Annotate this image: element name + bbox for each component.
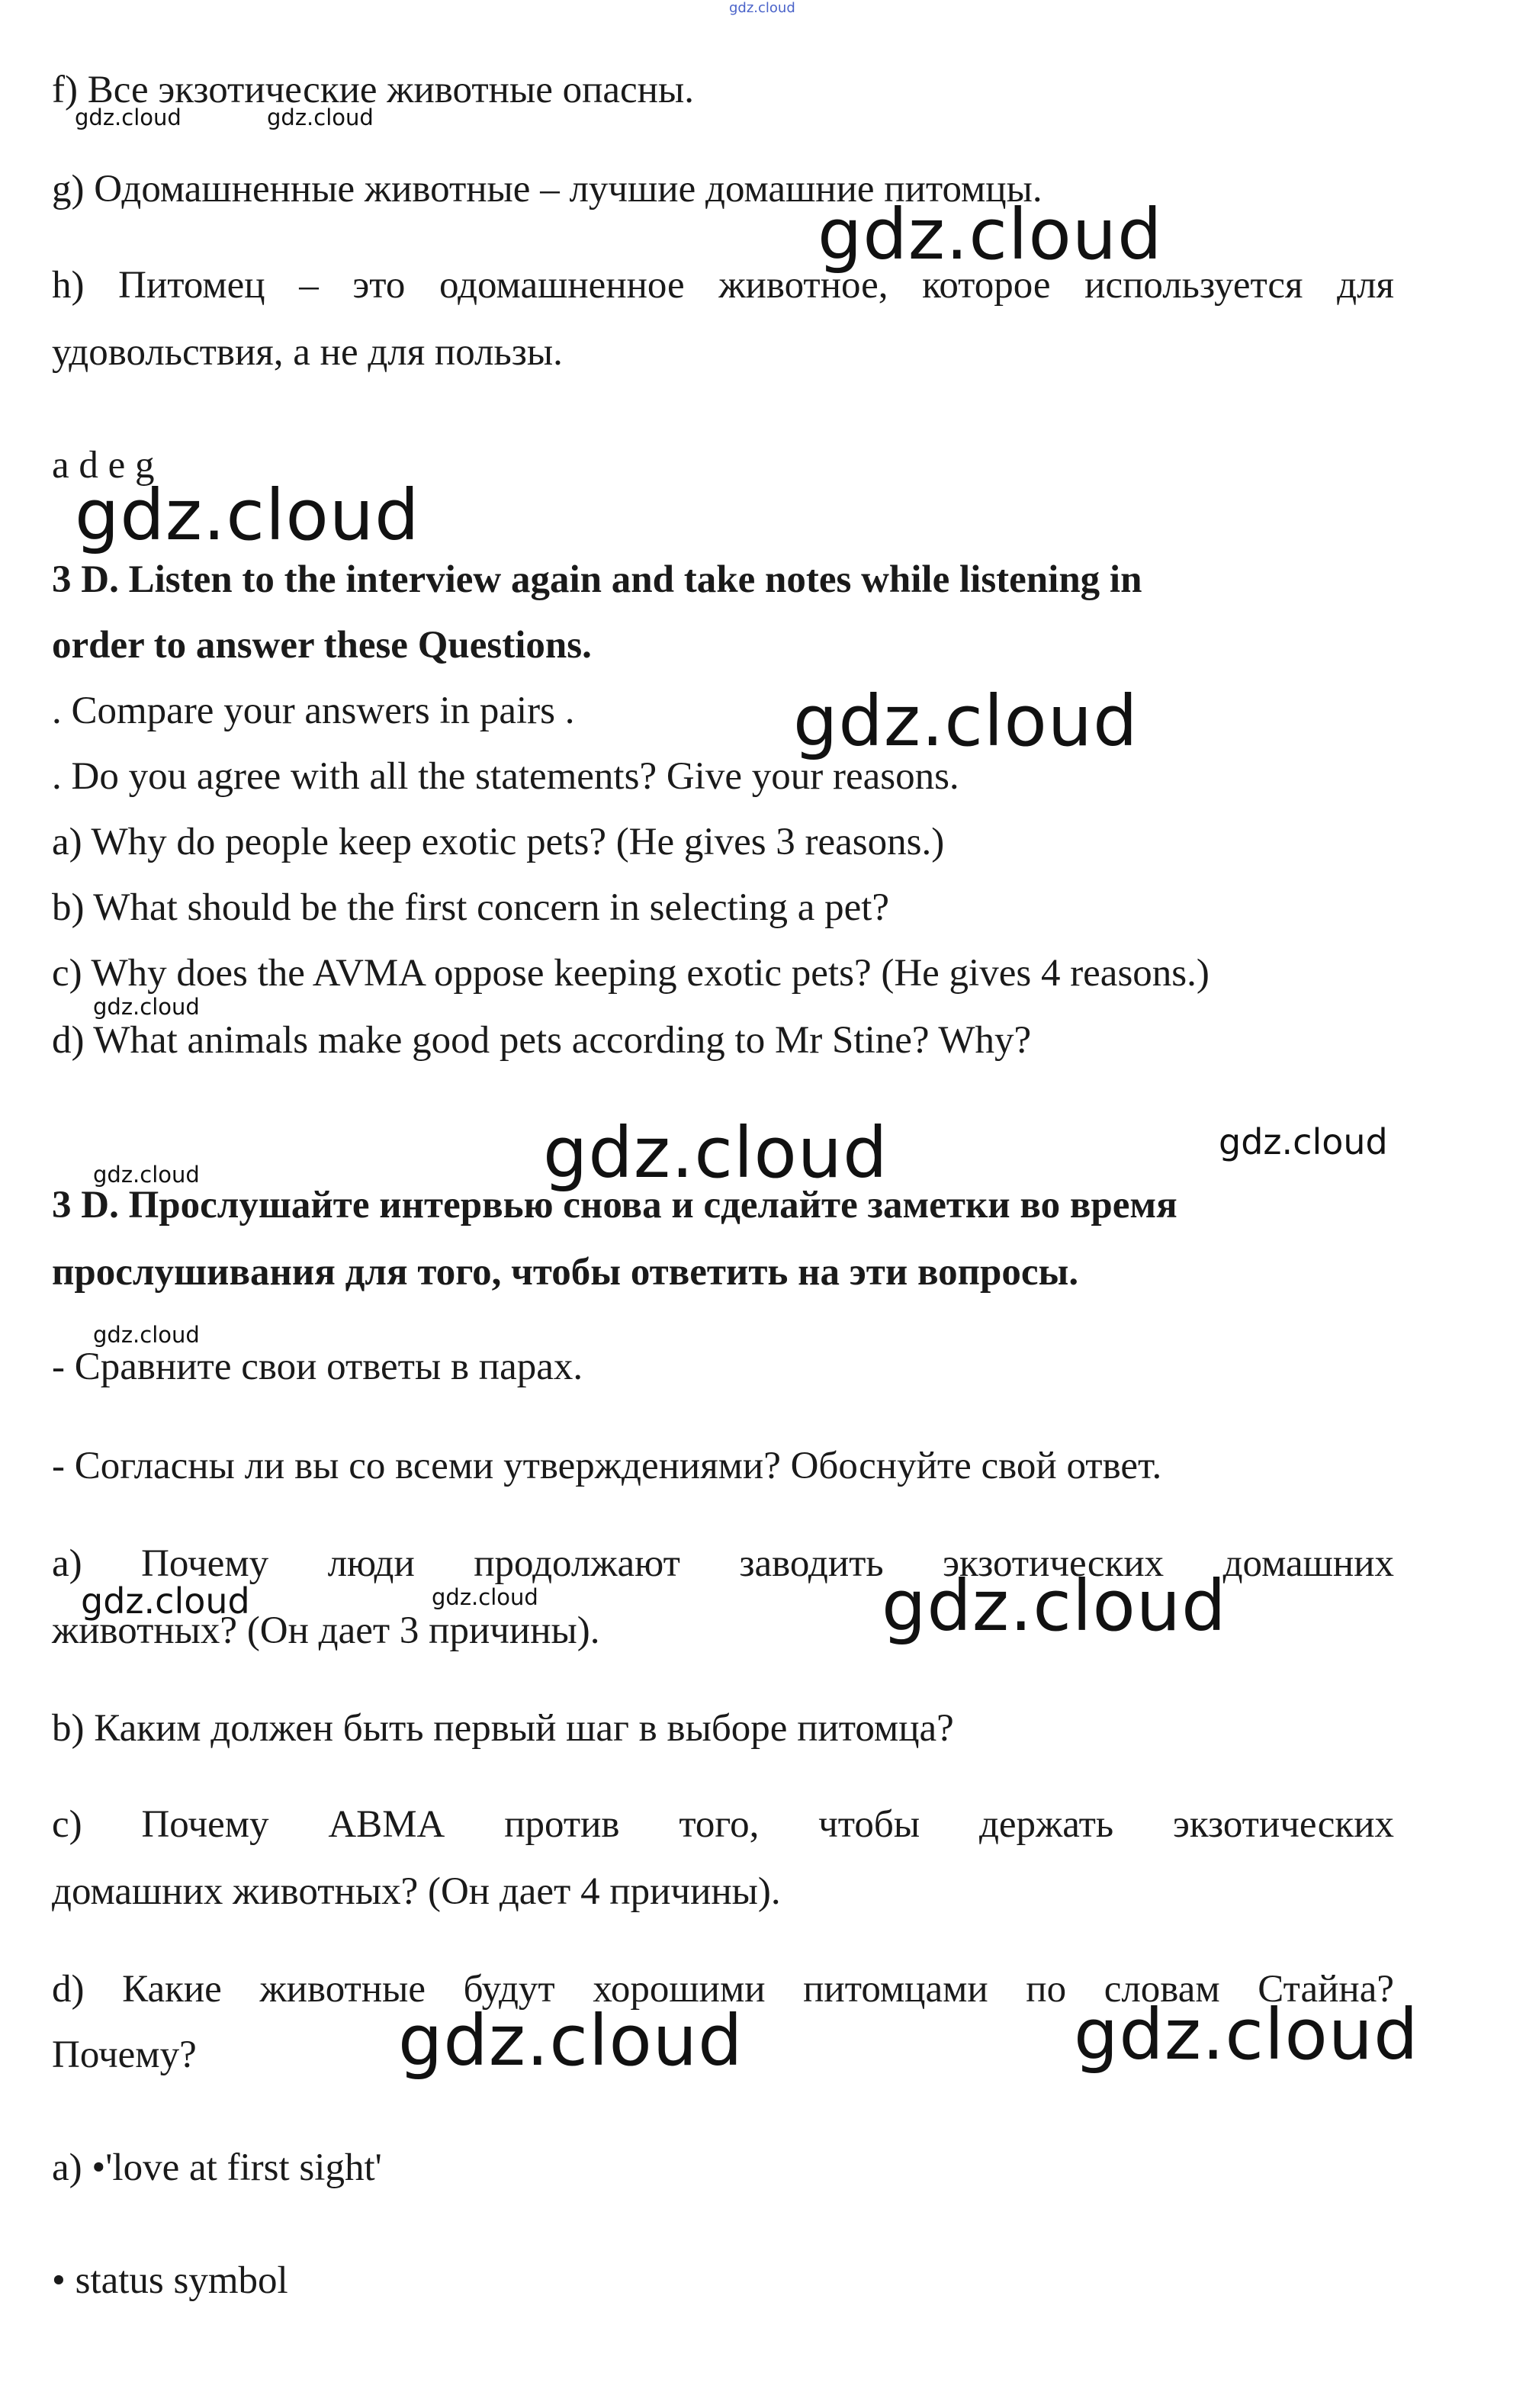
statement-f: f) Все экзотические животные опасны.	[52, 69, 694, 111]
question-c-ru-line-2: домашних животных? (Он дает 4 причины).	[52, 1870, 781, 1913]
question-c-en: c) Why does the AVMA oppose keeping exotic pets? (He gives 4 reasons.)	[52, 952, 1210, 995]
watermark-large: gdz.cloud	[398, 2000, 744, 2082]
task-heading-en-line-1: 3 D. Listen to the interview again and take notes while listening in	[52, 558, 1142, 601]
watermark-small: gdz.cloud	[93, 1162, 200, 1188]
watermark-large: gdz.cloud	[543, 1112, 888, 1194]
question-d-en: d) What animals make good pets according to Mr Stine? Why?	[52, 1019, 1032, 1062]
task-heading-ru-line-1: 3 D. Прослушайте интервью снова и сделайте заметки во время	[52, 1184, 1177, 1227]
statement-h-line-2: удовольствия, а не для пользы.	[52, 331, 563, 374]
question-d-ru-line-2: Почему?	[52, 2033, 197, 2076]
watermark-small: gdz.cloud	[93, 994, 200, 1020]
compare-ru: - Сравните свои ответы в парах.	[52, 1345, 583, 1388]
question-b-ru: b) Каким должен быть первый шаг в выборе питомца?	[52, 1707, 954, 1750]
task-heading-en-line-2: order to answer these Questions.	[52, 624, 592, 667]
watermark-small: gdz.cloud	[432, 1584, 538, 1610]
statement-h-line-1: h) Питомец – это одомашненное животное, которое используется для	[52, 264, 1394, 307]
agree-en: . Do you agree with all the statements? Give your reasons.	[52, 755, 959, 798]
answer-a-love-at-first-sight: a) •'love at first sight'	[52, 2146, 382, 2189]
task-heading-ru-line-2: прослушивания для того, чтобы ответить на эти вопросы.	[52, 1251, 1079, 1294]
compare-en: . Compare your answers in pairs .	[52, 690, 575, 732]
answer-status-symbol: • status symbol	[52, 2259, 288, 2302]
top-watermark: gdz.cloud	[729, 0, 795, 16]
watermark-large: gdz.cloud	[818, 194, 1163, 275]
question-b-en: b) What should be the first concern in selecting a pet?	[52, 886, 890, 929]
question-a-en: a) Why do people keep exotic pets? (He gives 3 reasons.)	[52, 821, 945, 863]
question-a-ru-line-1: a) Почему люди продолжают заводить экзотических домашних	[52, 1542, 1394, 1585]
watermark-medium: gdz.cloud	[1219, 1121, 1388, 1162]
watermark-medium: gdz.cloud	[81, 1580, 250, 1622]
question-c-ru-line-1: c) Почему АВМА против того, чтобы держать экзотических	[52, 1803, 1394, 1846]
watermark-small: gdz.cloud	[75, 104, 182, 130]
question-d-ru-line-1: d) Какие животные будут хорошими питомцами по словам Стайна?	[52, 1968, 1394, 2011]
agree-ru: - Согласны ли вы со всеми утверждениями? Обоснуйте свой ответ.	[52, 1445, 1162, 1487]
watermark-large: gdz.cloud	[882, 1565, 1227, 1647]
statement-g: g) Одомашненные животные – лучшие домашние питомцы.	[52, 168, 1042, 211]
answer-letters: a d e g	[52, 444, 155, 487]
watermark-small: gdz.cloud	[93, 1322, 200, 1348]
watermark-large: gdz.cloud	[793, 680, 1139, 762]
question-a-ru-line-2: животных? (Он дает 3 причины).	[52, 1609, 600, 1652]
watermark-small: gdz.cloud	[267, 104, 374, 130]
watermark-large: gdz.cloud	[1074, 1994, 1419, 2075]
watermark-large: gdz.cloud	[75, 474, 420, 556]
